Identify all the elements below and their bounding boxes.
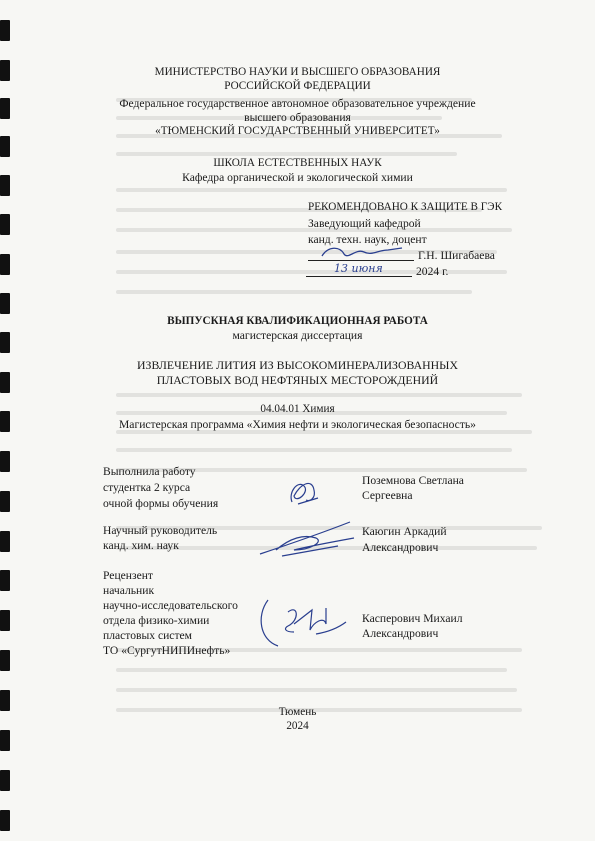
signature-author	[284, 474, 326, 508]
work-title-line2: ПЛАСТОВЫХ ВОД НЕФТЯНЫХ МЕСТОРОЖДЕНИЙ	[156, 373, 439, 387]
reviewer-label6: ТО «СургутНИПИнефть»	[103, 644, 231, 657]
approval-year: 2024 г.	[416, 265, 449, 278]
author-label1: Выполнила работу	[103, 465, 196, 478]
university-name: «ТЮМЕНСКИЙ ГОСУДАРСТВЕННЫЙ УНИВЕРСИТЕТ»	[155, 125, 440, 137]
signature-head	[318, 244, 408, 262]
handwritten-date: 13 июня	[334, 262, 383, 275]
binding-hole-icon	[0, 136, 10, 157]
binding-hole-icon	[0, 531, 10, 552]
year: 2024	[286, 720, 309, 732]
author-label3: очной формы обучения	[103, 497, 219, 510]
approval-degree: канд. техн. наук, доцент	[308, 233, 427, 246]
ministry-line2: РОССИЙСКОЙ ФЕДЕРАЦИИ	[224, 80, 371, 92]
signature-reviewer	[254, 596, 352, 652]
city: Тюмень	[278, 706, 317, 718]
author-label2: студентка 2 курса	[103, 481, 191, 494]
binding-hole-icon	[0, 214, 10, 235]
head-name: Г.Н. Шигабаева	[418, 249, 495, 262]
institution-line2: высшего образования	[244, 111, 351, 124]
binding-hole-icon	[0, 770, 10, 791]
binding-hole-icon	[0, 810, 10, 831]
binding-hole-icon	[0, 20, 10, 41]
binding-hole-icon	[0, 254, 10, 275]
supervisor-name2: Александрович	[362, 541, 439, 554]
reviewer-name2: Александрович	[362, 627, 439, 640]
institution-line1: Федеральное государственное автономное образовательное учреждение	[119, 97, 476, 110]
work-title-line1: ИЗВЛЕЧЕНИЕ ЛИТИЯ ИЗ ВЫСОКОМИНЕРАЛИЗОВАННЫХ	[137, 358, 458, 372]
approval-title: РЕКОМЕНДОВАНО К ЗАЩИТЕ В ГЭК	[308, 201, 503, 213]
approval-role: Заведующий кафедрой	[308, 217, 421, 230]
school-name: ШКОЛА ЕСТЕСТВЕННЫХ НАУК	[213, 157, 382, 169]
specialty-code: 04.04.01 Химия	[260, 403, 335, 415]
reviewer-label3: научно-исследовательского	[103, 599, 238, 612]
reviewer-label2: начальник	[103, 584, 155, 597]
reviewer-label4: отдела физико-химии	[103, 614, 210, 627]
work-subtype: магистерская диссертация	[232, 329, 363, 342]
date-line	[306, 276, 412, 277]
binding-hole-icon	[0, 491, 10, 512]
binding-hole-icon	[0, 451, 10, 472]
binding-hole-icon	[0, 650, 10, 671]
reviewer-label1: Рецензент	[103, 569, 153, 582]
binding-hole-icon	[0, 293, 10, 314]
supervisor-label2: канд. хим. наук	[103, 539, 179, 552]
author-name1: Поземнова Светлана	[362, 474, 464, 487]
binding-hole-icon	[0, 610, 10, 631]
author-name2: Сергеевна	[362, 489, 413, 502]
binding-hole-icon	[0, 730, 10, 751]
reviewer-name1: Касперович Михаил	[362, 612, 463, 625]
department-name: Кафедра органической и экологической химии	[182, 171, 413, 184]
reviewer-label5: пластовых систем	[103, 629, 192, 642]
supervisor-name1: Каюгин Аркадий	[362, 525, 447, 538]
supervisor-label1: Научный руководитель	[103, 524, 218, 537]
binding-hole-icon	[0, 570, 10, 591]
work-type: ВЫПУСКНАЯ КВАЛИФИКАЦИОННАЯ РАБОТА	[167, 315, 428, 327]
ministry-line1: МИНИСТЕРСТВО НАУКИ И ВЫСШЕГО ОБРАЗОВАНИЯ	[154, 66, 441, 78]
signature-supervisor	[254, 516, 362, 564]
program-name: Магистерская программа «Химия нефти и экологическая безопасность»	[119, 418, 476, 431]
